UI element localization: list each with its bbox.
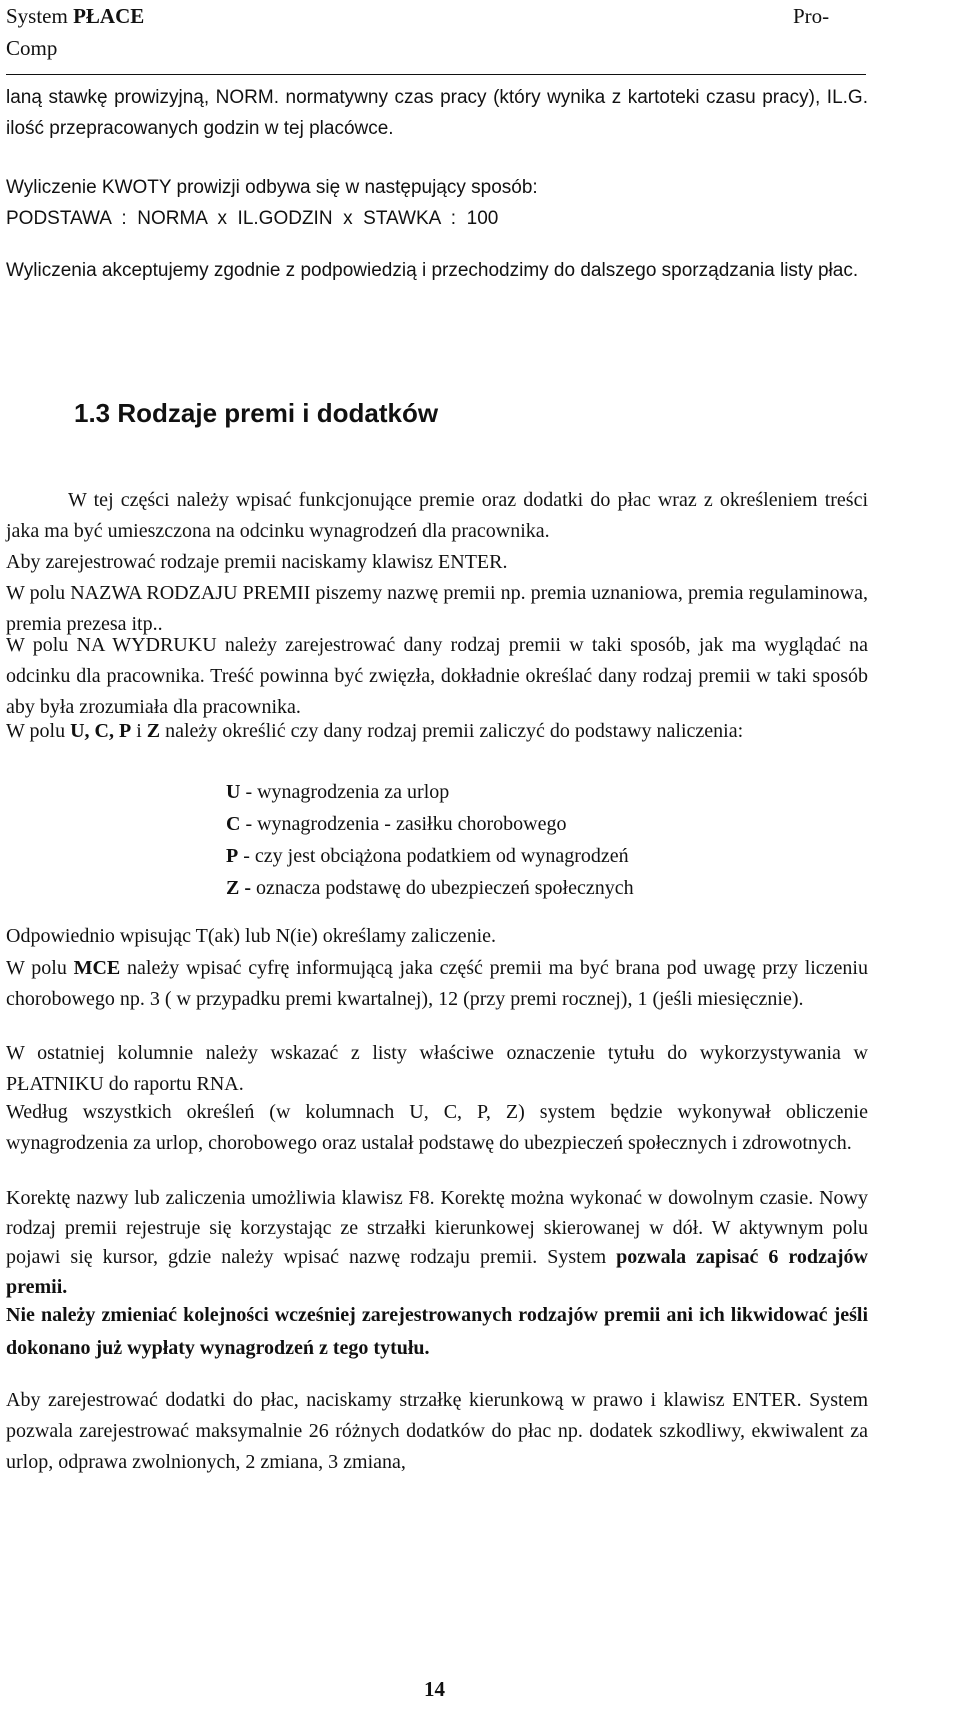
definition-text: - wynagrodzenia - zasiłku chorobowego [240, 813, 567, 835]
page-header [6, 0, 866, 80]
intro-formula-caption: Wyliczenie KWOTY prowizji odbywa się w następujący sposób: [6, 177, 538, 198]
intro-paragraph-2 [6, 172, 868, 234]
p5-fields-ucp: U, C, P [70, 720, 132, 742]
header-comp-label: Comp [6, 36, 58, 60]
definition-item-u [226, 776, 634, 808]
definition-key: Z - [226, 877, 251, 899]
section-paragraph-6: Odpowiednio wpisując T(ak) lub N(ie) określamy zaliczenie. [6, 925, 497, 947]
definition-text: - wynagrodzenia za urlop [240, 781, 450, 803]
section-paragraph-9: Według wszystkich określeń (w kolumnach U, C, P, Z) system będzie wykonywał obliczenie wynagrodzenia za urlop, chorobowego oraz ustalał podstawę do ubezpieczeń społecznych i zdrowotnych. [6, 1101, 868, 1154]
definition-text: oznacza podstawę do ubezpieczeń społecznych [251, 877, 634, 899]
p10-bold-limit: pozwala zapisać 6 rodzajów premii. [6, 1246, 868, 1298]
header-left [6, 0, 144, 64]
intro-paragraph-3: Wyliczenia akceptujemy zgodnie z podpowiedzią i przechodzimy do dalszego sporządzania listy płac. [6, 260, 859, 281]
header-rule [6, 74, 866, 75]
header-right: Pro- [793, 4, 830, 28]
p5-text-e: należy określić czy dany rodzaj premii zaliczyć do podstawy naliczenia: [160, 720, 744, 742]
section-paragraph-11: Nie należy zmieniać kolejności wcześniej zarejestrowanych rodzajów premii ani ich likwidować jeśli dokonano już wypłaty wynagrodzeń z tego tytułu. [6, 1304, 868, 1359]
definition-key: P [226, 845, 239, 867]
section-paragraph-1: W tej części należy wpisać funkcjonujące premie oraz dodatki do płac wraz z określeniem treści jaka ma być umieszczona na odcinku wynagrodzeń dla pracownika. [6, 489, 868, 542]
intro-paragraph-1: laną stawkę prowizyjną, NORM. normatywny czas pracy (który wynika z kartoteki czasu pracy), IL.G. ilość przepracowanych godzin w tej placówce. [6, 87, 868, 139]
section-paragraph-5 [6, 716, 868, 747]
definition-key: C [226, 813, 241, 835]
definition-text: - czy jest obciążona podatkiem od wynagrodzeń [238, 845, 629, 867]
page-number: 14 [424, 1677, 445, 1701]
header-system-label: System [6, 4, 74, 28]
section-paragraph-10 [6, 1184, 868, 1302]
section-heading: 1.3 Rodzaje premi i dodatków [74, 398, 439, 428]
intro-formula: PODSTAWA : NORMA x IL.GODZIN x STAWKA : 100 [6, 208, 499, 229]
header-title: PŁACE [73, 4, 145, 28]
p10-text-a: Korektę nazwy lub zaliczenia umożliwia klawisz F8. Korektę można wykonać w dowolnym czasie. Nowy rodzaj premii rejestruje się korzystając ze strzałki kierunkowej skierowanej w dół. W aktywnym polu pojawi się kursor, gdzie należy wpisać nazwę rodzaju premii. System [6, 1187, 868, 1268]
p5-text-c: i [131, 720, 147, 742]
p5-field-z: Z [146, 720, 161, 742]
definition-item-c [226, 808, 634, 840]
section-paragraph-12: Aby zarejestrować dodatki do płac, naciskamy strzałkę kierunkową w prawo i klawisz ENTER. System pozwala zarejestrować maksymalnie 26 różnych dodatków do płac np. dodatek szkodliwy, ekwiwalent za urlop, odprawa zwolnionych, 2 zmiana, 3 zmiana, [6, 1389, 868, 1473]
p7-text-a: W polu [6, 957, 74, 979]
section-paragraph-7 [6, 953, 868, 1015]
p5-text-a: W polu [6, 720, 71, 742]
definition-item-p [226, 840, 634, 872]
p7-field-mce: MCE [73, 957, 121, 979]
section-paragraph-8: W ostatniej kolumnie należy wskazać z listy właściwe oznaczenie tytułu do wykorzystywania w PŁATNIKU do raportu RNA. [6, 1042, 868, 1095]
section-paragraph-4: W polu NA WYDRUKU należy zarejestrować dany rodzaj premii w taki sposób, jak ma wyglądać na odcinku dla pracownika. Treść powinna być zwięzła, dokładnie określać dany rodzaj premii w taki sposób aby była zrozumiała dla pracownika. [6, 634, 868, 718]
section-paragraph-3: W polu NAZWA RODZAJU PREMII piszemy nazwę premii np. premia uznaniowa, premia regulaminowa, premia prezesa itp.. [6, 582, 868, 635]
definition-key: U [226, 781, 241, 803]
section-paragraph-2: Aby zarejestrować rodzaje premii naciskamy klawisz ENTER. [6, 551, 508, 573]
definition-list [226, 776, 634, 904]
p7-text-c: należy wpisać cyfrę informującą jaka część premii ma być brana pod uwagę przy liczeniu chorobowego np. 3 ( w przypadku premi kwartalnej), 12 (przy premi rocznej), 1 (jeśli miesięcznie). [6, 957, 868, 1010]
definition-item-z [226, 872, 634, 904]
